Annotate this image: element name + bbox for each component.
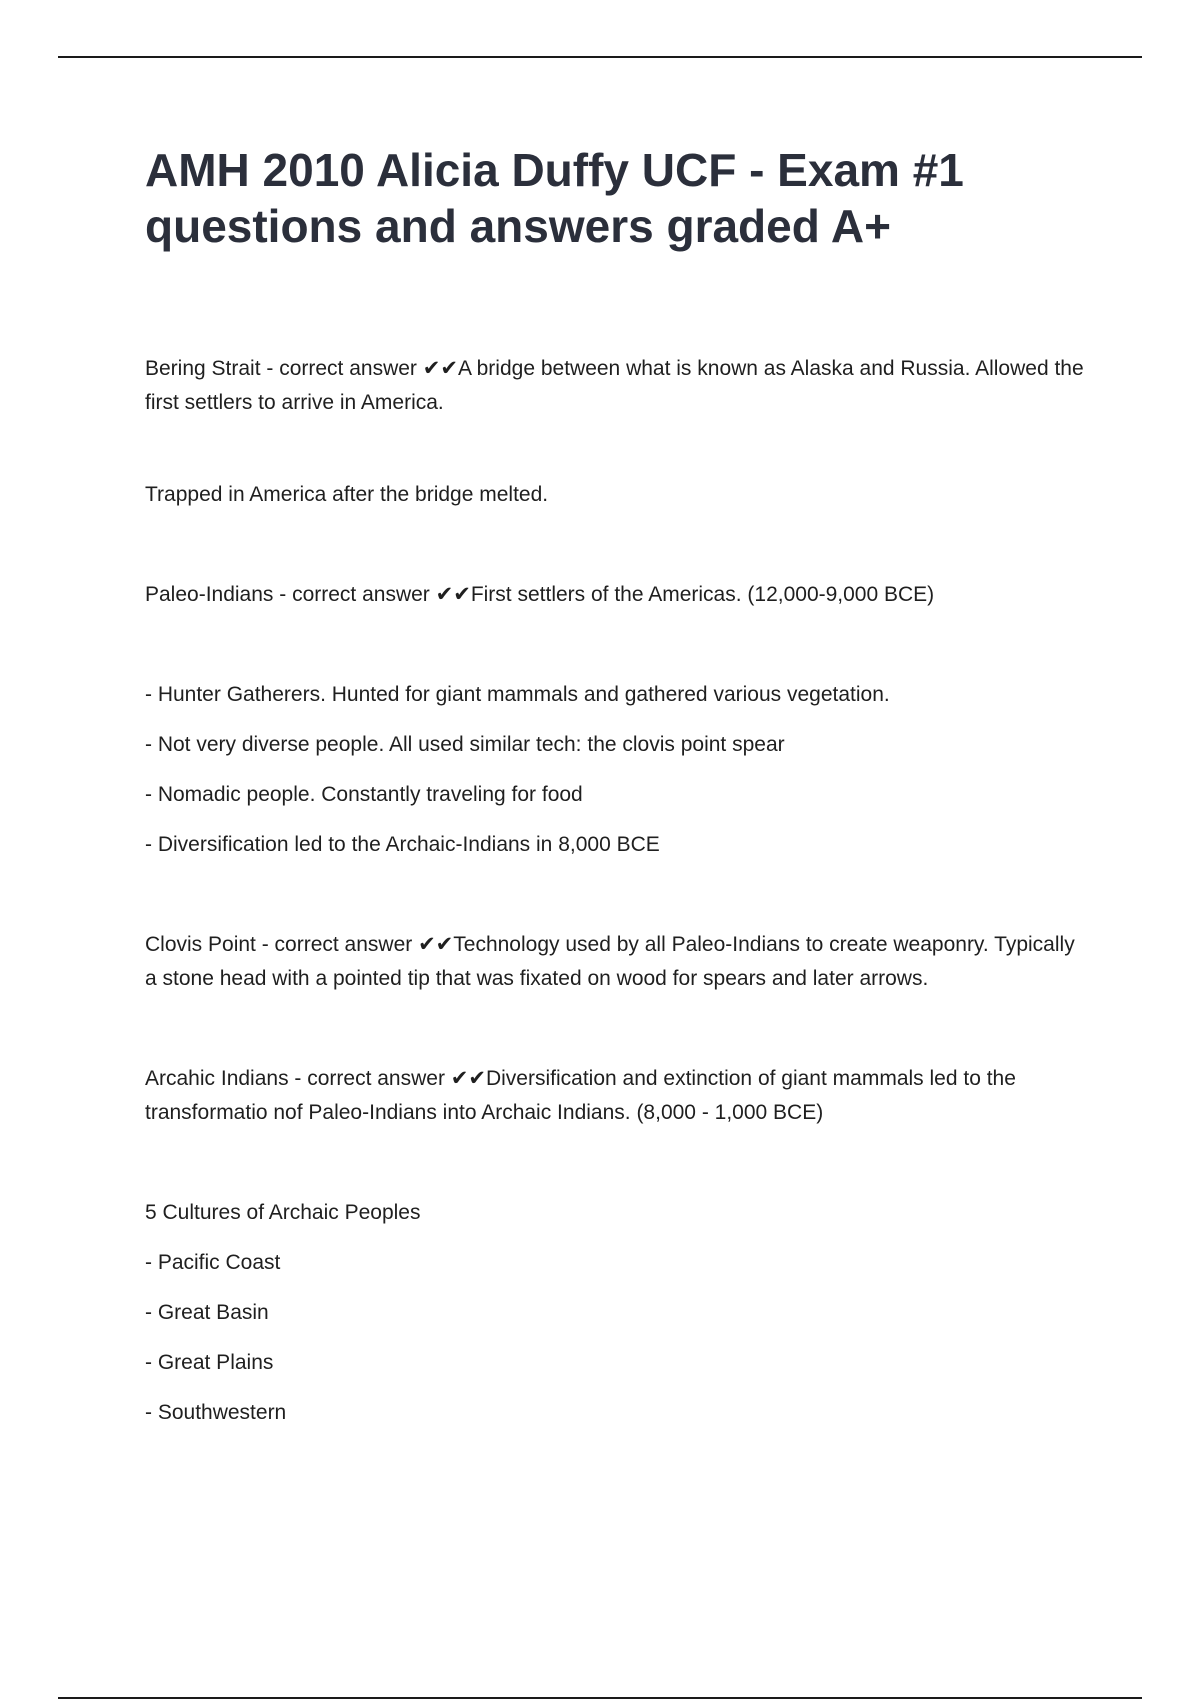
- paragraph-bering-strait: Bering Strait - correct answer ✔✔A bridge between what is known as Alaska and Russia. Allowed the first settlers to arrive in America.: [145, 357, 1084, 414]
- list-item: - Great Basin: [145, 1301, 269, 1324]
- paragraph-bridge-melted: Trapped in America after the bridge melted.: [145, 483, 549, 506]
- footer-divider: [58, 1697, 1142, 1699]
- list-item: - Great Plains: [145, 1351, 274, 1374]
- list-item: - Southwestern: [145, 1401, 287, 1424]
- list-item: - Diversification led to the Archaic-Indians in 8,000 BCE: [145, 833, 660, 856]
- document-title: AMH 2010 Alicia Duffy UCF - Exam #1 questions and answers graded A+: [145, 144, 964, 252]
- paragraph-paleo-indians: Paleo-Indians - correct answer ✔✔First settlers of the Americas. (12,000-9,000 BCE): [145, 583, 935, 606]
- paragraph-cultures-heading: 5 Cultures of Archaic Peoples: [145, 1201, 421, 1224]
- list-item: - Pacific Coast: [145, 1251, 281, 1274]
- list-item: - Not very diverse people. All used similar tech: the clovis point spear: [145, 733, 785, 756]
- list-item: - Hunter Gatherers. Hunted for giant mammals and gathered various vegetation.: [145, 683, 890, 706]
- paragraph-archaic-indians: Arcahic Indians - correct answer ✔✔Diversification and extinction of giant mammals led to the transformatio nof Paleo-Indians into Archaic Indians. (8,000 - 1,000 BCE): [145, 1067, 1016, 1124]
- paragraph-clovis-point: Clovis Point - correct answer ✔✔Technology used by all Paleo-Indians to create weaponry. Typically a stone head with a pointed tip that was fixated on wood for spears and later arrows.: [145, 933, 1075, 990]
- header-divider: [58, 56, 1142, 58]
- list-item: - Nomadic people. Constantly traveling for food: [145, 783, 583, 806]
- document-body: [145, 352, 1085, 1430]
